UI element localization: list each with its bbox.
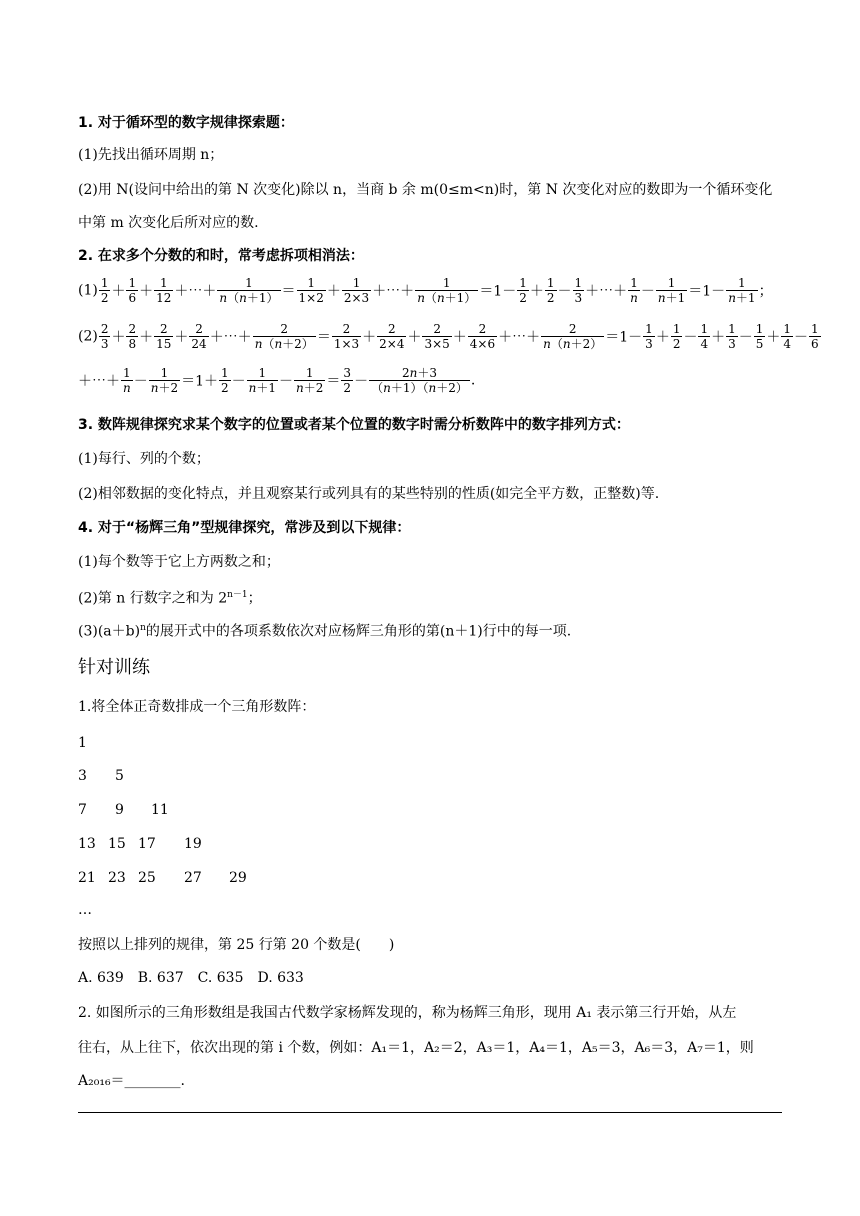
triangle-number: 5 (115, 768, 124, 784)
triangle-number: 3 (78, 768, 87, 784)
bottom-divider (78, 1112, 782, 1113)
tip1-item2: (2)用 N(设问中给出的第 N 次变化)除以 n，当商 b 余 m(0≤m<n)时，第 N 次变化对应的数即为一个循环变化 (78, 182, 773, 198)
tip4-item2-end: ； (247, 590, 262, 607)
formula-3: ＋⋯＋ $\frac{1}{n}$ － $\frac{1}{n+2}$ ＝1＋ $\frac{1}{2}$ － $\frac{1}{n+1}$ － $\frac{1}{n+2}$ ＝ $\frac{3}{2}$ － $\frac{2n+3}{(n+1)(n+2)}$ . (78, 366, 476, 395)
triangle-number: 1 (78, 735, 87, 751)
tip4-item3-rest: 的展开式中的各项系数依次对应杨辉三角形的第(n＋1)行中的每一项. (145, 623, 572, 640)
q1-options: A. 639 B. 637 C. 635 D. 633 (78, 970, 304, 986)
formula-2-label: (2) (78, 328, 98, 345)
triangle-number: 19 (184, 836, 202, 852)
triangle-number: 23 (108, 870, 126, 886)
formula-2: (2) $\frac{2}{3}$ ＋ $\frac{2}{8}$ ＋ $\frac{2}{15}$ ＋ $\frac{2}{24}$ ＋⋯＋ $\frac{2}{n(n+2)}$ ＝ $\frac{2}{1\times 3}$ ＋ $\frac{2}{2\times 4}$ ＋ $\frac{2}{3\times 5}$ ＋ $\frac{2}{4\times 6}$ ＋⋯＋ $\frac{2}{n(n+2)}$ ＝1－ $\frac{1}{3}$ ＋ $\frac{1}{2}$ － $\frac{1}{4}$ ＋ $\frac{1}{3}$ － $\frac{1}{5}$ ＋ $\frac{1}{4}$ － $\frac{1}{6}$ (78, 322, 819, 351)
tip1-title: 1. 对于循环型的数字规律探索题： (78, 115, 294, 131)
triangle-row-1 (78, 733, 782, 753)
tip4-item2 (78, 585, 782, 609)
tip4-item3 (78, 618, 782, 642)
triangle-number: 9 (115, 802, 124, 818)
q1-question: 按照以上排列的规律，第 25 行第 20 个数是( ) (78, 937, 395, 953)
tip4-title: 4. 对于“杨辉三角”型规律探究，常涉及到以下规律： (78, 520, 411, 536)
triangle-number: 7 (78, 802, 87, 818)
tip3-item2: (2)相邻数据的变化特点，并且观察某行或列具有的某些特别的性质(如完全平方数，正整数)等. (78, 486, 660, 502)
triangle-row-4 (78, 834, 782, 854)
triangle-number: 27 (184, 870, 202, 886)
q2-line1: 2. 如图所示的三角形数组是我国古代数学家杨辉发现的，称为杨辉三角形，现用 A₁ 表示第三行开始，从左 (78, 1005, 737, 1021)
formula-1: (1) $\frac{1}{2}$ ＋ $\frac{1}{6}$ ＋ $\frac{1}{12}$ ＋⋯＋ $\frac{1}{n(n+1)}$ ＝ $\frac{1}{1\times 2}$ ＋ $\frac{1}{2\times 3}$ ＋⋯＋ $\frac{1}{n(n+1)}$ ＝1－ $\frac{1}{2}$ ＋ $\frac{1}{2}$ － $\frac{1}{3}$ ＋⋯＋ $\frac{1}{n}$ － $\frac{1}{n+1}$ ＝1－ $\frac{1}{n+1}$ ； (78, 276, 773, 305)
tip4-item1: (1)每个数等于它上方两数之和； (78, 554, 280, 570)
triangle-number: 15 (108, 836, 126, 852)
triangle-ellipsis: … (78, 902, 92, 918)
formula-1-label: (1) (78, 282, 98, 299)
tip2-title: 2. 在求多个分数的和时，常考虑拆项相消法： (78, 248, 364, 264)
triangle-number: 13 (78, 836, 96, 852)
q2-line2: 往右，从上往下，依次出现的第 i 个数，例如：A₁＝1，A₂＝2，A₃＝1，A₄＝1，A₅＝3，A₆＝3，A₇＝1，则 (78, 1040, 754, 1056)
tip4-item3-text: (3)(a＋b) (78, 623, 141, 640)
tip1-item3: 中第 m 次变化后所对应的数. (78, 215, 259, 231)
triangle-number: 25 (138, 870, 156, 886)
triangle-number: 21 (78, 870, 96, 886)
q1-stem: 1.将全体正奇数排成一个三角形数阵： (78, 699, 316, 715)
formula-3-tail: . (470, 372, 476, 389)
triangle-row-2 (78, 766, 782, 786)
q2-answer-blank: A₂₀₁₆＝________. (78, 1073, 186, 1089)
tip4-item2-text: (2)第 n 行数字之和为 2 (78, 590, 228, 607)
tip3-title: 3. 数阵规律探究求某个数字的位置或者某个位置的数字时需分析数阵中的数字排列方式： (78, 417, 630, 433)
triangle-row-5 (78, 868, 782, 888)
tip3-item1: (1)每行、列的个数； (78, 451, 210, 467)
triangle-number: 17 (138, 836, 156, 852)
triangle-number: 11 (151, 802, 169, 818)
tip4-item2-exponent: n－1 (227, 590, 248, 600)
section-title: 针对训练 (78, 657, 150, 678)
triangle-number: 29 (229, 870, 247, 886)
triangle-row-3 (78, 800, 782, 820)
tip4-item3-exponent: n (140, 623, 146, 633)
tip1-item1: (1)先找出循环周期 n； (78, 147, 224, 163)
